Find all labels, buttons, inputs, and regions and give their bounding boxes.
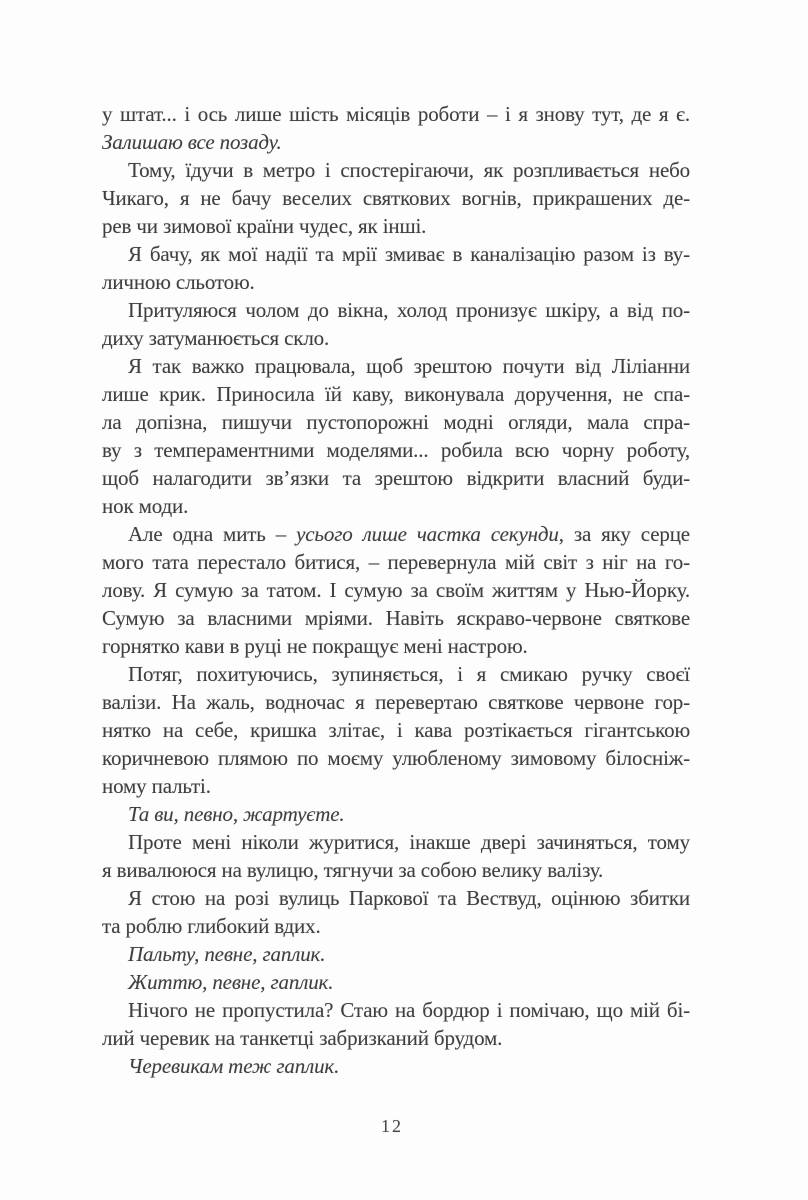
italic-text-segment: усього лише частка секунди [296,522,559,546]
text-line [102,856,690,884]
text-segment: щоб налагодити зв’язки та зрештою відкрити власний буди- [102,466,690,490]
italic-text-segment: Та ви, певно, жартуєте. [128,802,345,826]
text-line [102,1024,690,1052]
text-line [102,800,690,828]
text-line [102,576,690,604]
paragraph [102,296,690,352]
paragraph [102,1052,690,1080]
text-line [102,548,690,576]
text-segment: Але одна мить – [128,522,297,546]
text-segment: я вивалююся на вулицю, тягнучи за собою велику валізу. [102,858,604,882]
paragraph [102,352,690,520]
text-line [102,940,690,968]
text-line [102,912,690,940]
paragraph [102,100,690,156]
text-segment: рев чи зимової країни чудес, як інші. [102,214,427,238]
italic-text-segment: Залишаю все позаду. [102,130,282,154]
paragraph [102,660,690,800]
text-line [102,464,690,492]
text-segment: мого тата перестало битися, – перевернула мій світ з ніг на го- [102,550,690,574]
page-number: 12 [381,1116,403,1136]
text-segment: Притуляюся чолом до вікна, холод пронизує шкіру, а від по- [128,298,690,322]
paragraph [102,884,690,940]
text-segment: коричневою плямою по моєму улюбленому зимовому білосніж- [102,746,690,770]
italic-text-segment: Життю, певне, гаплик. [128,970,334,994]
italic-text-segment: Пальту, певне, гаплик. [128,942,326,966]
text-line [102,380,690,408]
text-segment: у штат... і ось лише шість місяців роботи – і я знову тут, де я є. [102,102,690,126]
text-line [102,688,690,716]
text-line [102,436,690,464]
text-line [102,156,690,184]
text-segment: ному пальті. [102,774,211,798]
text-segment: нятко на себе, кришка злітає, і кава розтікається гігантською [102,718,690,742]
text-segment: личною сльотою. [102,270,255,294]
text-line [102,660,690,688]
text-line [102,604,690,632]
text-segment: , за яку серце [558,522,690,546]
text-segment: Я бачу, як мої надії та мрії змиває в каналізацію разом із ву- [128,242,690,266]
text-segment: горнятко кави в руці не покращує мені настрою. [102,634,528,658]
page-footer [0,1114,784,1138]
text-line [102,828,690,856]
text-line [102,100,690,128]
text-segment: ву з темпераментними моделями... робила всю чорну роботу, [102,438,690,462]
text-line [102,128,690,156]
text-line [102,352,690,380]
text-line [102,716,690,744]
text-segment: Сумую за власними мріями. Навіть яскраво-червоне святкове [102,606,690,630]
text-line [102,632,690,660]
italic-text-segment: Черевикам теж гаплик. [128,1054,340,1078]
text-segment: валізи. На жаль, водночас я перевертаю святкове червоне гор- [102,690,690,714]
text-line [102,884,690,912]
text-line [102,968,690,996]
text-line [102,744,690,772]
text-line [102,184,690,212]
text-line [102,296,690,324]
paragraph [102,996,690,1052]
text-line [102,996,690,1024]
text-segment: Я стою на розі вулиць Паркової та Вествуд, оцінюю збитки [128,886,690,910]
text-line [102,324,690,352]
page-text [102,100,690,1080]
text-line [102,772,690,800]
paragraph [102,520,690,660]
text-line [102,1052,690,1080]
text-segment: лий черевик на танкетці забризканий брудом. [102,1026,503,1050]
text-segment: лову. Я сумую за татом. І сумую за своїм життям у Нью-Йорку. [102,578,690,602]
text-line [102,268,690,296]
text-line [102,408,690,436]
paragraph [102,156,690,240]
text-segment: лише крик. Приносила їй каву, виконувала доручення, не спа- [102,382,690,406]
text-segment: Тому, їдучи в метро і спостерігаючи, як розпливається небо [128,158,690,182]
text-segment: Я так важко працювала, щоб зрештою почути від Ліліанни [128,354,690,378]
paragraph [102,828,690,884]
text-line [102,212,690,240]
text-segment: нок моди. [102,494,189,518]
text-segment: Проте мені ніколи журитися, інакше двері зачиняться, тому [128,830,690,854]
text-segment: Чикаго, я не бачу веселих святкових вогнів, прикрашених де- [102,186,690,210]
text-segment: та роблю глибокий вдих. [102,914,321,938]
text-segment: диху затуманюється скло. [102,326,330,350]
paragraph [102,968,690,996]
text-line [102,520,690,548]
text-segment: Потяг, похитуючись, зупиняється, і я смикаю ручку своєї [128,662,690,686]
paragraph [102,800,690,828]
text-segment: Нічого не пропустила? Стаю на бордюр і помічаю, що мій бі- [128,998,690,1022]
paragraph [102,240,690,296]
text-line [102,240,690,268]
paragraph [102,940,690,968]
text-line [102,492,690,520]
text-segment: ла допізна, пишучи пустопорожні модні огляди, мала спра- [102,410,690,434]
